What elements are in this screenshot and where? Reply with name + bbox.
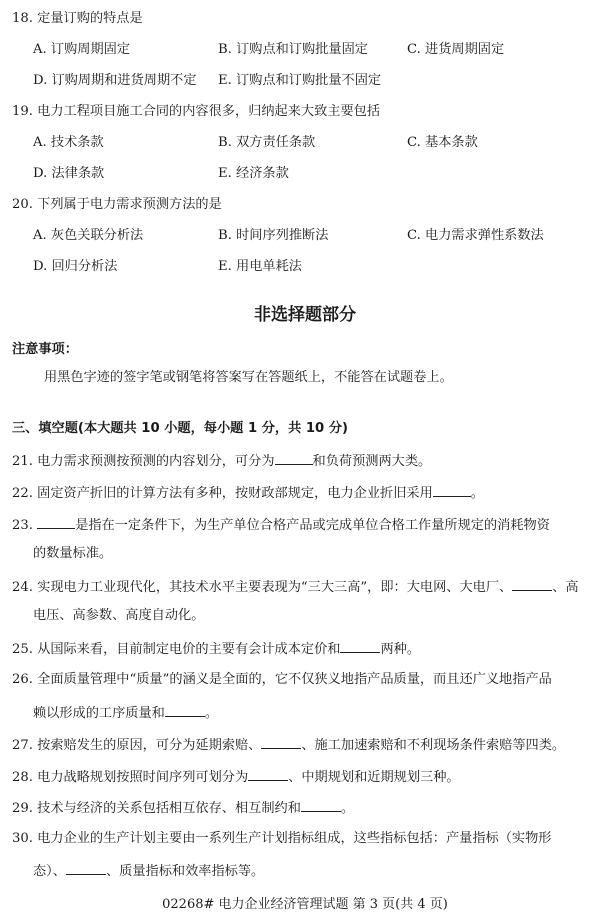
q24-continuation: 电压、高参数、高度自动化。 <box>33 608 205 623</box>
q22-text-b: 。 <box>470 486 484 501</box>
q24-text-b: 、高 <box>552 580 579 595</box>
question-20-stem: 20. 下列属于电力需求预测方法的是 <box>12 197 222 212</box>
q20-option-a: A. 灰色关联分析法 <box>33 228 144 243</box>
q22-text-a: 22. 固定资产折旧的计算方法有多种，按财政部规定，电力企业折旧采用 <box>12 486 433 501</box>
part3-title: 三、填空题(本大题共 10 小题，每小题 1 分，共 10 分) <box>12 421 349 436</box>
q28-text-b: 、中期规划和近期规划三种。 <box>288 770 460 785</box>
question-23 <box>12 514 550 536</box>
q23-continuation: 的数量标准。 <box>33 546 113 561</box>
question-29 <box>12 797 354 819</box>
notice-text: 用黑色字迹的签字笔或钢笔将答案写在答题纸上，不能答在试题卷上。 <box>44 370 453 385</box>
q24-text-a: 24. 实现电力工业现代化，其技术水平主要表现为“三大三高”，即：大电网、大电厂、 <box>12 580 513 595</box>
q20-option-e: E. 用电单耗法 <box>218 259 302 274</box>
q18-option-d: D. 订购周期和进货周期不定 <box>33 73 197 88</box>
q29-text-b: 。 <box>340 801 355 816</box>
q19-option-a: A. 技术条款 <box>33 135 104 150</box>
q26-blank <box>165 702 205 717</box>
question-19-stem: 19. 电力工程项目施工合同的内容很多，归纳起来大致主要包括 <box>12 104 381 119</box>
notice-title: 注意事项： <box>12 342 78 357</box>
q28-text-a: 28. 电力战略规划按照时间序列可划分为 <box>12 770 249 785</box>
q29-blank <box>301 797 341 812</box>
q23-blank <box>37 514 75 529</box>
q21-text-b: 和负荷预测两大类。 <box>312 454 432 469</box>
q23-text-b: 是指在一定条件下，为生产单位合格产品或完成单位合格工作量所规定的消耗物资 <box>75 518 550 533</box>
section-title: 非选择题部分 <box>254 305 356 325</box>
q27-text-b: 、施工加速索赔和不利现场条件索赔等四类。 <box>301 738 566 753</box>
q26-text-c: 。 <box>204 706 219 721</box>
q25-text-a: 25. 从国际来看，目前制定电价的主要有会计成本定价和 <box>12 642 341 657</box>
question-26: 26. 全面质量管理中“质量”的涵义是全面的，它不仅狭义地指产品质量，而且还广义地指产品 <box>12 672 552 687</box>
q18-option-c: C. 进货周期固定 <box>407 42 505 57</box>
q24-blank <box>512 576 552 591</box>
q21-text-a: 21. 电力需求预测按预测的内容划分，可分为 <box>12 454 275 469</box>
q30-text-c: 、质量指标和效率指标等。 <box>105 864 265 879</box>
question-30: 30. 电力企业的生产计划主要由一系列生产计划指标组成，这些指标包括：产量指标（实物形 <box>12 831 552 846</box>
q19-option-e: E. 经济条款 <box>218 166 289 181</box>
q18-option-e: E. 订购点和订购批量不固定 <box>218 73 382 88</box>
q19-option-c: C. 基本条款 <box>407 135 478 150</box>
q28-blank <box>248 766 288 781</box>
q29-text-a: 29. 技术与经济的关系包括相互依存、相互制约和 <box>12 801 301 816</box>
q20-option-d: D. 回归分析法 <box>33 259 118 274</box>
q27-text-a: 27. 按索赔发生的原因，可分为延期索赔、 <box>12 738 262 753</box>
q30-text-b: 态）、 <box>33 864 66 879</box>
q30-continuation <box>33 860 264 882</box>
page-footer: 02268# 电力企业经济管理试题 第 3 页(共 4 页) <box>162 897 448 912</box>
q19-option-d: D. 法律条款 <box>33 166 105 181</box>
q18-option-b: B. 订购点和订购批量固定 <box>218 42 368 57</box>
q25-blank <box>340 638 380 653</box>
q20-option-b: B. 时间序列推断法 <box>218 228 329 243</box>
q20-option-c: C. 电力需求弹性系数法 <box>407 228 544 243</box>
question-28 <box>12 766 460 788</box>
q18-option-a: A. 订购周期固定 <box>33 42 131 57</box>
q26-continuation <box>33 702 218 724</box>
q26-text-b: 赖以形成的工序质量和 <box>33 706 165 721</box>
question-25 <box>12 638 420 660</box>
q19-option-b: B. 双方责任条款 <box>218 135 316 150</box>
question-27 <box>12 734 565 756</box>
q23-text-a: 23. <box>12 518 33 533</box>
question-24 <box>12 576 579 598</box>
q22-blank <box>433 482 471 497</box>
q21-blank <box>275 450 313 465</box>
question-22 <box>12 482 484 504</box>
q27-blank <box>261 734 301 749</box>
question-21 <box>12 450 431 472</box>
q30-blank <box>66 860 106 875</box>
question-18-stem: 18. 定量订购的特点是 <box>12 11 143 26</box>
q25-text-b: 两种。 <box>380 642 421 657</box>
